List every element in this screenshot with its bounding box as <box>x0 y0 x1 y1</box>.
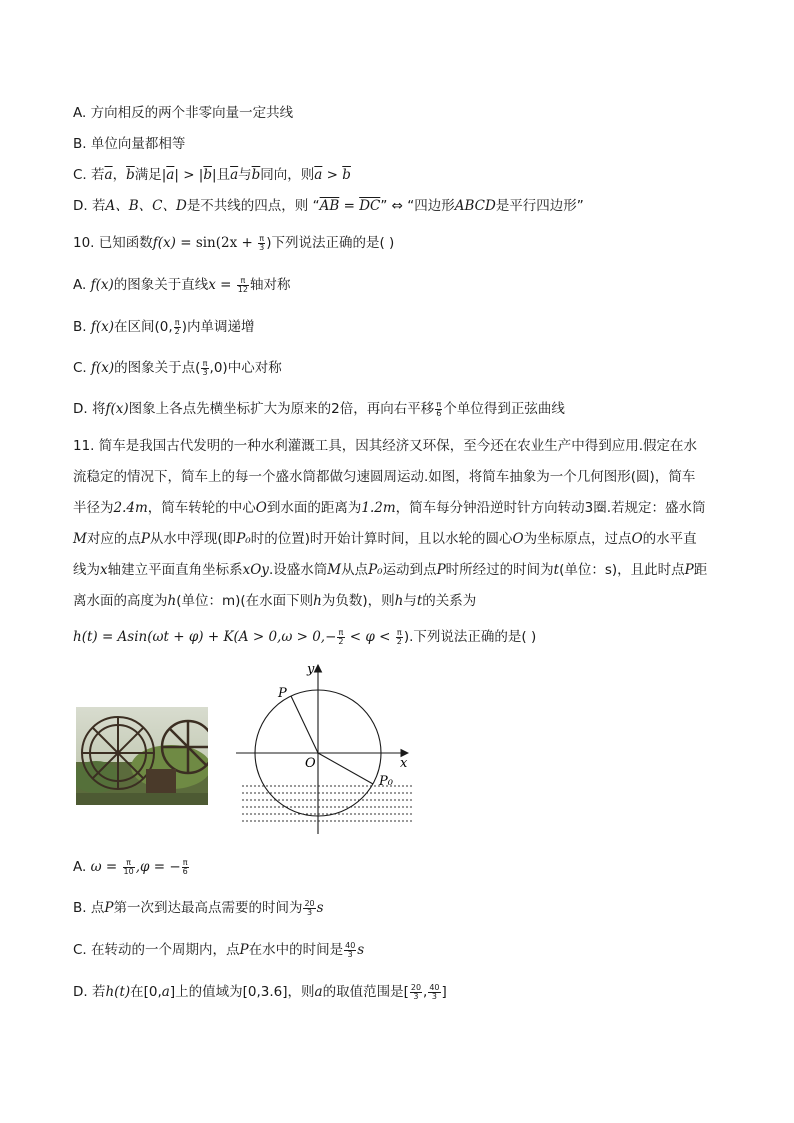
q10-fx: f(x) <box>91 360 115 376</box>
q9-c-mid1: 满足| <box>134 167 167 183</box>
text: 的水平直 <box>642 531 697 547</box>
q11-line-1: 11. 简车是我国古代发明的一种水利灌溉工具，因其经济又环保，至今还在农业生产中得到应用.假定在水 <box>73 438 698 454</box>
math: P₀ <box>368 562 383 578</box>
q9-d-prefix: D. 若 <box>73 198 106 214</box>
origin-label: O <box>305 756 316 771</box>
q10-option-a <box>73 276 290 294</box>
text: 的关系为 <box>422 593 477 609</box>
fraction: $\frac{\pi}{3}$ <box>259 233 265 252</box>
math: x <box>100 562 108 578</box>
q10-stem-prefix: 10. 已知函数 <box>73 235 153 251</box>
math: P <box>684 562 694 578</box>
q10-a-text: 的图象关于直线 <box>113 277 209 293</box>
q9-d-mid2: ” ⇔ “四边形 <box>380 198 455 214</box>
q10-d-prefix: D. 将 <box>73 401 106 417</box>
math: xOy <box>242 562 269 578</box>
text: ]上的值域为[0,3.6]，则 <box>169 984 315 1000</box>
text: ] <box>441 984 447 1000</box>
text: 为负数)，则 <box>321 593 395 609</box>
q10-d-text: 图象上各点先横坐标扩大为原来的2倍，再向右平移 <box>128 401 435 417</box>
math: h <box>313 593 322 609</box>
q11-option-d <box>73 983 447 1001</box>
fraction: $\frac{\pi}{6}$ <box>182 857 188 876</box>
q9-option-d <box>73 197 584 215</box>
text: D. 若 <box>73 984 106 1000</box>
coordinate-diagram <box>232 660 422 838</box>
text: ).下列说法正确的是( ) <box>403 629 537 645</box>
text: 半径为 <box>73 500 114 516</box>
q10-a-tail: 轴对称 <box>249 277 291 293</box>
math: M <box>73 531 87 547</box>
math: a <box>314 984 323 1000</box>
q10-fx: f(x) <box>90 277 114 293</box>
math: h(t) = Asin(ωt + φ) + K(A > 0,ω > 0,− <box>73 629 337 645</box>
q10-stem-eq: = sin(2x + <box>175 235 258 251</box>
math: t <box>416 593 423 609</box>
text: C. 在转动的一个周期内，点 <box>73 942 240 958</box>
q10-option-b <box>73 318 255 336</box>
q11-option-b <box>73 899 324 917</box>
q10-fx: f(x) <box>152 235 176 251</box>
math: a <box>161 984 170 1000</box>
fraction: $\frac{\pi}{2}$ <box>174 317 180 336</box>
point-p0-label: P₀ <box>379 774 393 789</box>
text: 到水面的距离为 <box>266 500 362 516</box>
q10-option-d <box>73 400 565 418</box>
text: 从点 <box>341 562 369 578</box>
q10-stem <box>73 234 394 252</box>
math: M <box>327 562 342 578</box>
fraction: $\frac{\pi}{2}$ <box>396 627 402 646</box>
q9-d-eq: = <box>339 198 360 214</box>
math: < φ < <box>345 629 395 645</box>
text: ，简车转轮的中心 <box>147 500 256 516</box>
vector-ab: $\overline{AB}$ <box>319 198 340 214</box>
q11-line-2: 流稳定的情况下，简车上的每一个盛水筒都做匀速圆周运动.如图，将简车抽象为一个几何图形(圆)，简车 <box>73 469 696 485</box>
math: 1.2m <box>361 500 396 516</box>
q10-fx: f(x) <box>90 319 115 335</box>
fraction: $\frac{20}{3}$ <box>304 898 315 917</box>
q9-c-mid2: | > | <box>174 167 204 183</box>
text: A. <box>73 859 91 875</box>
text: 运动到点 <box>382 562 437 578</box>
q11-option-a <box>73 858 190 876</box>
text: 时所经过的时间为 <box>445 562 554 578</box>
vector-b: $\overline{b}$ <box>126 167 135 183</box>
math: 2.4m <box>113 500 148 516</box>
vector-a: $\overline{a}$ <box>166 167 175 183</box>
text: 对应的点 <box>86 531 141 547</box>
text: .设盛水筒 <box>268 562 328 578</box>
text: 为坐标原点，过点 <box>523 531 632 547</box>
text: 在水中的时间是 <box>248 942 344 958</box>
fraction: $\frac{\pi}{10}$ <box>123 857 134 876</box>
q9-c-mid3: |且 <box>212 167 231 183</box>
text: 与 <box>403 593 417 609</box>
q11-option-c <box>73 941 364 959</box>
q9-d-mid: 是不共线的四点，则 “ <box>186 198 320 214</box>
q9-d-points: A、B、C、D <box>105 198 187 214</box>
q11-line-6 <box>73 592 476 610</box>
vector-a: $\overline{a}$ <box>314 167 323 183</box>
math: P <box>436 562 446 578</box>
text: (单位：s)，且此时点 <box>559 562 685 578</box>
vector-b: $\overline{b}$ <box>203 167 213 183</box>
text: 距 <box>693 562 708 578</box>
q9-c-gt: > <box>322 167 343 183</box>
q10-a-prefix: A. <box>73 277 91 293</box>
radius-op0 <box>318 753 373 784</box>
x-axis-label: x <box>400 756 408 771</box>
text: , <box>423 984 428 1000</box>
text: 的取值范围是[ <box>322 984 409 1000</box>
math: O <box>631 531 643 547</box>
vector-b: $\overline{b}$ <box>251 167 261 183</box>
q9-d-tail: 是平行四边形” <box>495 198 584 214</box>
y-axis-label: y <box>307 662 315 677</box>
q9-option-a: A. 方向相反的两个非零向量一定共线 <box>73 105 294 121</box>
q9-c-mid4: 与 <box>238 167 252 183</box>
math: ,φ = − <box>135 859 181 875</box>
q10-c-prefix: C. <box>73 360 92 376</box>
q10-fx: f(x) <box>105 401 129 417</box>
fraction: $\frac{40}{3}$ <box>429 982 440 1001</box>
text: B. 点 <box>73 900 105 916</box>
q9-option-b: B. 单位向量都相等 <box>73 136 186 152</box>
q9-option-c <box>73 166 351 184</box>
math: h <box>394 593 404 609</box>
math: s <box>316 900 324 916</box>
text: 轴建立平面直角坐标系 <box>107 562 243 578</box>
q10-b-tail: )内单调递增 <box>181 319 255 335</box>
radius-op <box>291 696 318 753</box>
fraction: $\frac{20}{3}$ <box>410 982 422 1001</box>
math: P <box>140 531 150 547</box>
q9-d-abcd: ABCD <box>454 198 496 214</box>
text: (单位：m)(在水面下则 <box>176 593 314 609</box>
q11-line-3 <box>73 499 706 517</box>
math: O <box>512 531 524 547</box>
math: P <box>104 900 114 916</box>
math: P₀ <box>236 531 251 547</box>
fraction: $\frac{\pi}{3}$ <box>202 358 208 377</box>
math: s <box>357 942 365 958</box>
q11-line-4 <box>73 530 697 548</box>
q10-stem-tail: )下列说法正确的是( ) <box>266 235 395 251</box>
point-p-label: P <box>278 686 287 701</box>
fraction: $\frac{40}{3}$ <box>345 940 356 959</box>
math: ω = <box>90 859 122 875</box>
math: h <box>167 593 177 609</box>
text: 线为 <box>73 562 100 578</box>
text: 时的位置)时开始计算时间，且以水轮的圆心 <box>250 531 513 547</box>
vector-dc: $\overline{DC}$ <box>359 198 381 214</box>
q10-c-text: 的图象关于点( <box>114 360 201 376</box>
text: 在[0, <box>130 984 162 1000</box>
math: h(t) <box>105 984 131 1000</box>
q11-line-7 <box>73 628 536 646</box>
fraction: $\frac{\pi}{6}$ <box>436 399 442 418</box>
fraction: $\frac{\pi}{12}$ <box>237 275 248 294</box>
q10-b-prefix: B. <box>73 319 91 335</box>
math: P <box>239 942 249 958</box>
text: 从水中浮现(即 <box>149 531 237 547</box>
water-wheel-photo <box>76 707 208 805</box>
q10-d-tail: 个单位得到正弦曲线 <box>443 401 565 417</box>
q9-c-prefix: C. 若 <box>73 167 105 183</box>
math: t <box>553 562 560 578</box>
vector-a: $\overline{a}$ <box>104 167 113 183</box>
q10-a-eq: x = <box>208 277 236 293</box>
text: 离水面的高度为 <box>73 593 168 609</box>
math: O <box>255 500 267 516</box>
q9-c-sep: ， <box>112 167 127 183</box>
q10-c-tail: ,0)中心对称 <box>209 360 282 376</box>
vector-a: $\overline{a}$ <box>230 167 239 183</box>
q10-option-c <box>73 359 282 377</box>
fraction: $\frac{\pi}{2}$ <box>338 627 344 646</box>
q10-b-text: 在区间(0, <box>114 319 173 335</box>
q11-line-5 <box>73 561 707 579</box>
vector-b: $\overline{b}$ <box>342 167 351 183</box>
text: 第一次到达最高点需要的时间为 <box>113 900 303 916</box>
q9-c-mid5: 同向，则 <box>260 167 315 183</box>
text: ，简车每分钟沿逆时针方向转动3圈.若规定：盛水筒 <box>395 500 706 516</box>
